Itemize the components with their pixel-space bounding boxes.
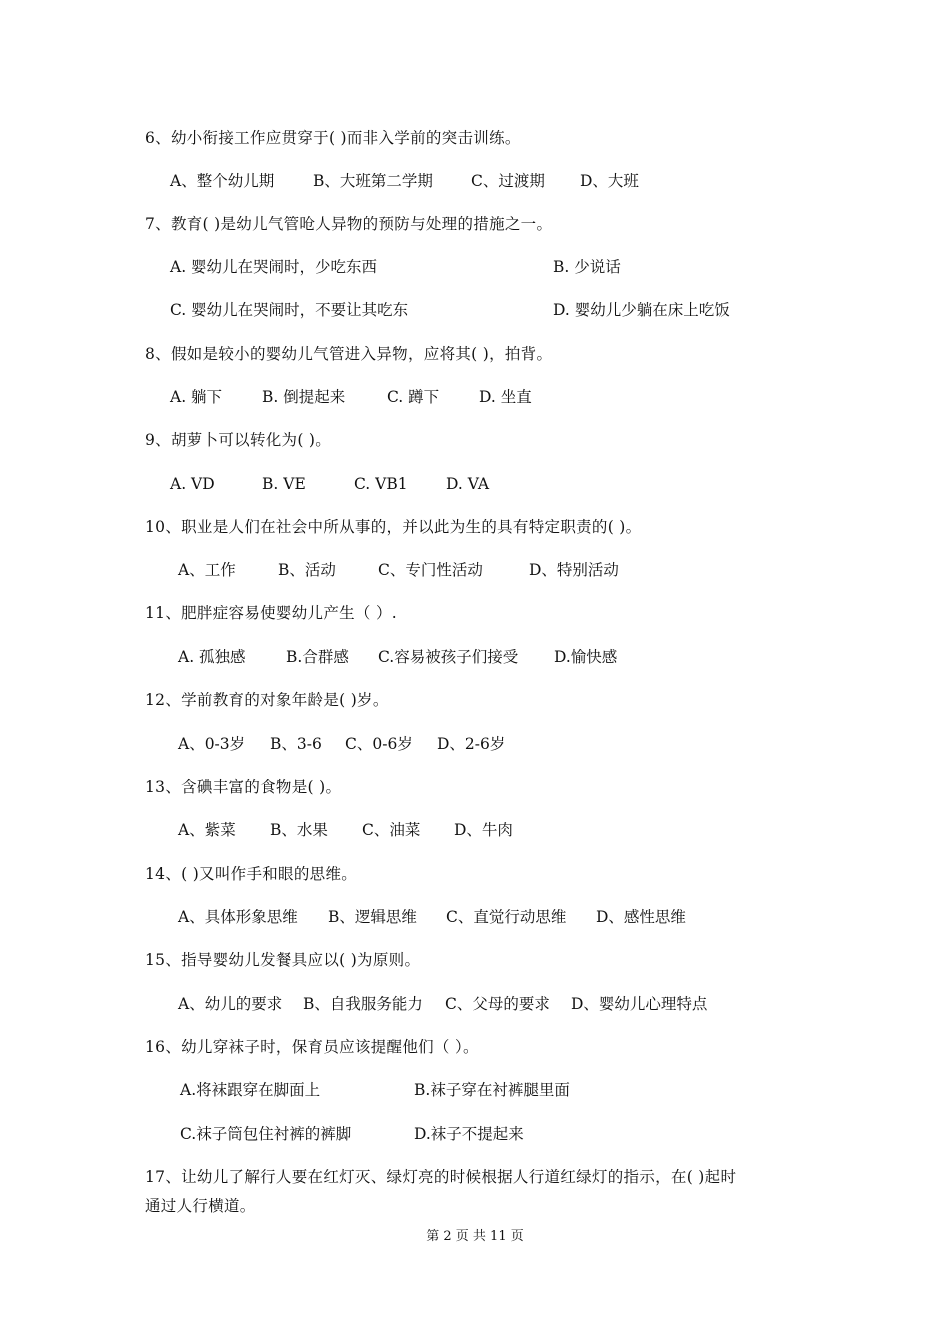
q10-option-b: B、活动 [278,561,336,579]
q8-option-c: C. 蹲下 [387,388,440,406]
q8-option-a: A. 躺下 [170,388,223,406]
q13-option-a: A、紫菜 [178,821,236,839]
q14-option-c: C、直觉行动思维 [446,908,567,926]
question-14: 14、( )又叫作手和眼的思维。 [145,865,358,883]
q8-option-d: D. 坐直 [479,388,532,406]
q7-option-c: C. 婴幼儿在哭闹时，不要让其吃东 [170,301,409,319]
q9-option-a: A. VD [170,475,215,493]
q15-option-c: C、父母的要求 [445,995,550,1013]
question-8: 8、假如是较小的婴幼儿气管进入异物，应将其( )，拍背。 [145,345,553,363]
question-11: 11、肥胖症容易使婴幼儿产生（ ）. [145,604,397,622]
question-10: 10、职业是人们在社会中所从事的，并以此为生的具有特定职责的( )。 [145,518,642,536]
q12-option-a: A、0-3岁 [178,735,246,753]
q15-option-d: D、婴幼儿心理特点 [571,995,708,1013]
q6-option-c: C、过渡期 [471,172,545,190]
q9-option-d: D. VA [446,475,490,493]
q13-option-b: B、水果 [270,821,328,839]
q12-option-c: C、0-6岁 [345,735,413,753]
q13-option-c: C、油菜 [362,821,421,839]
q16-option-d: D.袜子不提起来 [414,1125,524,1143]
q10-option-a: A、工作 [178,561,236,579]
question-17-continuation: 通过人行横道。 [145,1197,256,1215]
q15-option-a: A、幼儿的要求 [178,995,283,1013]
q15-option-b: B、自我服务能力 [303,995,423,1013]
q11-option-b: B.合群感 [286,648,349,666]
q11-option-c: C.容易被孩子们接受 [378,648,519,666]
q14-option-b: B、逻辑思维 [328,908,417,926]
q7-option-d: D. 婴幼儿少躺在床上吃饭 [553,301,730,319]
question-15: 15、指导婴幼儿发餐具应以( )为原则。 [145,951,421,969]
q6-option-a: A、整个幼儿期 [170,172,275,190]
q6-option-b: B、大班第二学期 [313,172,433,190]
q12-option-b: B、3-6 [270,735,322,753]
q12-option-d: D、2-6岁 [437,735,506,753]
q14-option-a: A、具体形象思维 [178,908,298,926]
question-17: 17、让幼儿了解行人要在红灯灭、绿灯亮的时候根据人行道红绿灯的指示，在( )起时 [145,1168,737,1186]
q10-option-d: D、特别活动 [529,561,619,579]
q16-option-b: B.袜子穿在衬裤腿里面 [414,1081,570,1099]
q10-option-c: C、专门性活动 [378,561,483,579]
q8-option-b: B. 倒提起来 [262,388,346,406]
question-6: 6、幼小衔接工作应贯穿于( )而非入学前的突击训练。 [145,129,521,147]
question-7: 7、教育( )是幼儿气管呛人异物的预防与处理的措施之一。 [145,215,553,233]
q9-option-b: B. VE [262,475,306,493]
q9-option-c: C. VB1 [354,475,408,493]
question-16: 16、幼儿穿袜子时，保育员应该提醒他们（ ）。 [145,1038,479,1056]
question-13: 13、含碘丰富的食物是( )。 [145,778,342,796]
q7-option-a: A. 婴幼儿在哭闹时，少吃东西 [170,258,378,276]
question-9: 9、胡萝卜可以转化为( )。 [145,431,332,449]
q16-option-c: C.袜子筒包住衬裤的裤脚 [180,1125,352,1143]
q16-option-a: A.将袜跟穿在脚面上 [180,1081,321,1099]
q6-option-d: D、大班 [580,172,639,190]
q11-option-d: D.愉快感 [554,648,618,666]
q14-option-d: D、感性思维 [596,908,686,926]
question-12: 12、学前教育的对象年龄是( )岁。 [145,691,389,709]
q11-option-a: A. 孤独感 [178,648,246,666]
page-number-footer: 第 2 页 共 11 页 [426,1229,524,1244]
q13-option-d: D、牛肉 [454,821,513,839]
q7-option-b: B. 少说话 [553,258,621,276]
